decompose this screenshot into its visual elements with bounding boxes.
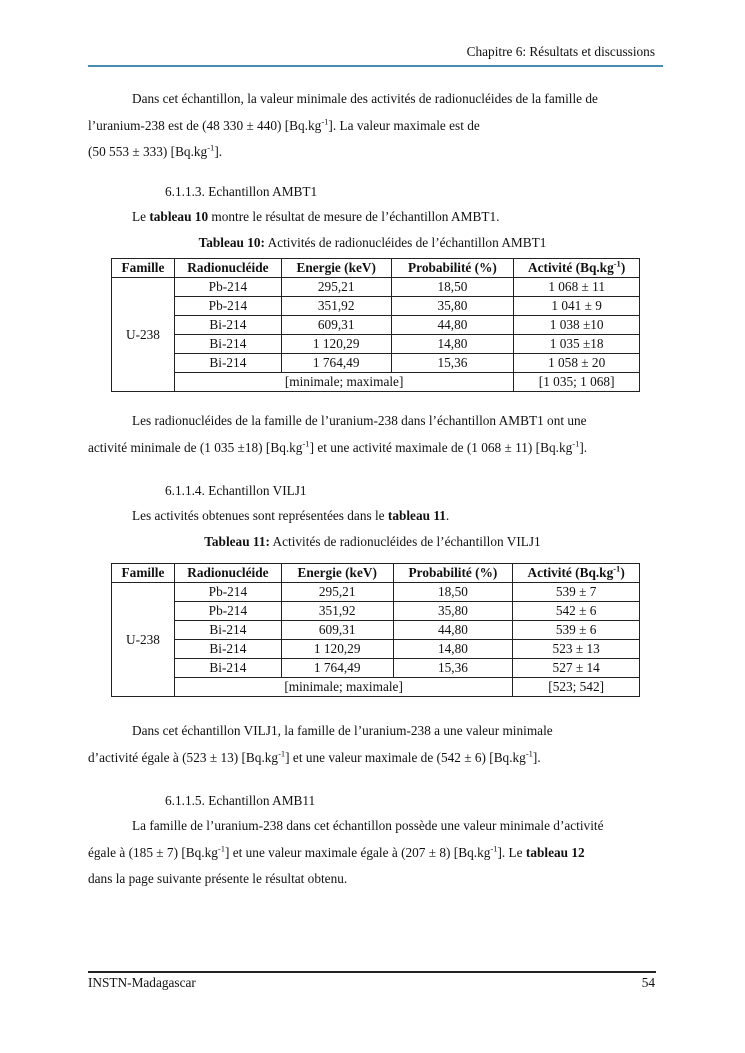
col-header: Probabilité (%) xyxy=(393,564,513,583)
range-label-cell: [minimale; maximale] xyxy=(174,678,512,697)
col-header: Activité $(Bq.kg^{-1})$ xyxy=(514,259,640,278)
paragraph-line: égale à (185 ± 7) $[Bq.kg^{-1}]$ et une valeur maximale égale à (207 ± 8) $[Bq.kg^{-1}]$. Le tableau 12 xyxy=(88,843,585,860)
col-header: Radionucléide xyxy=(174,564,281,583)
section-heading-amb11: 6.1.1.5. Echantillon AMB11 xyxy=(165,793,316,808)
table-cell: 351,92 xyxy=(281,297,391,316)
paragraph-line: La famille de l’uranium-238 dans cet échantillon possède une valeur minimale d’activité xyxy=(132,818,604,833)
table-cell: 1 120,29 xyxy=(281,335,391,354)
paragraph-line: Dans cet échantillon, la valeur minimale des activités de radionucléides de la famille de xyxy=(132,91,598,106)
table-cell: 1 764,49 xyxy=(281,659,393,678)
table-row xyxy=(112,583,640,602)
table-cell: 1 041 ± 9 xyxy=(514,297,640,316)
table-cell: 18,50 xyxy=(391,278,514,297)
col-header: Energie (keV) xyxy=(281,564,393,583)
table-cell: Bi-214 xyxy=(174,621,281,640)
table-cell: 539 ± 7 xyxy=(513,583,640,602)
table-cell: 18,50 xyxy=(393,583,513,602)
family-cell: U-238 xyxy=(112,583,175,697)
paragraph-amb11 xyxy=(88,813,656,893)
table-cell: 1 035 ±18 xyxy=(514,335,640,354)
table-cell: Pb-214 xyxy=(174,602,281,621)
paragraph-line: dans la page suivante présente le résultat obtenu. xyxy=(88,871,348,886)
table-caption: Tableau 11: Activités de radionucléides de l’échantillon VILJ1 xyxy=(204,534,541,549)
table-cell: 14,80 xyxy=(391,335,514,354)
table-cell: 35,80 xyxy=(391,297,514,316)
table-cell: Bi-214 xyxy=(174,335,281,354)
table-row xyxy=(112,297,640,316)
col-header: Famille xyxy=(112,259,175,278)
table-row xyxy=(112,278,640,297)
table-cell: 1 120,29 xyxy=(281,640,393,659)
table-row xyxy=(112,659,640,678)
paragraph-line: Les radionucléides de la famille de l’uranium-238 dans l’échantillon AMBT1 ont une xyxy=(132,413,587,428)
table-cell: 609,31 xyxy=(281,621,393,640)
table-cell: 295,21 xyxy=(281,278,391,297)
table-cell: Bi-214 xyxy=(174,640,281,659)
table-cell: 609,31 xyxy=(281,316,391,335)
table-cell: 14,80 xyxy=(393,640,513,659)
table-row xyxy=(112,354,640,373)
table-cell: 295,21 xyxy=(281,583,393,602)
table-cell: 542 ± 6 xyxy=(513,602,640,621)
section-intro: Les activités obtenues sont représentées dans le tableau 11. xyxy=(132,508,450,523)
col-header: Energie (keV) xyxy=(281,259,391,278)
paragraph-line: l’uranium-238 est de (48 330 ± 440) $[Bq.kg^{-1}]$. La valeur maximale est de xyxy=(88,116,480,133)
table-cell: Pb-214 xyxy=(174,297,281,316)
table-row xyxy=(112,640,640,659)
range-label-cell: [minimale; maximale] xyxy=(174,373,513,392)
table-cell: Bi-214 xyxy=(174,354,281,373)
table-header-row xyxy=(112,259,640,278)
running-header: Chapitre 6: Résultats et discussions xyxy=(466,44,655,59)
paragraph-vilj1 xyxy=(88,718,656,771)
col-header: Radionucléide xyxy=(174,259,281,278)
table-cell: 15,36 xyxy=(391,354,514,373)
table-cell: 1 764,49 xyxy=(281,354,391,373)
table-cell: Pb-214 xyxy=(174,583,281,602)
section-heading-vilj1: 6.1.1.4. Echantillon VILJ1 xyxy=(165,483,307,498)
table-ambt1 xyxy=(111,258,640,392)
table-caption: Tableau 10: Activités de radionucléides de l’échantillon AMBT1 xyxy=(198,235,547,250)
page-number: 54 xyxy=(641,975,655,990)
table-cell: Pb-214 xyxy=(174,278,281,297)
table-cell: Bi-214 xyxy=(174,659,281,678)
paragraph-line: d’activité égale à (523 ± 13) $[Bq.kg^{-1}]$ et une valeur maximale de (542 ± 6) $[Bq.kg^{-1}]$. xyxy=(88,748,541,765)
table-cell: 44,80 xyxy=(391,316,514,335)
col-header: Probabilité (%) xyxy=(391,259,514,278)
table-cell: 351,92 xyxy=(281,602,393,621)
table-vilj1 xyxy=(111,563,640,697)
table-range-row xyxy=(112,678,640,697)
footer-rule xyxy=(88,971,656,973)
paragraph-intro xyxy=(88,86,656,166)
table-header-row xyxy=(112,564,640,583)
table-row xyxy=(112,316,640,335)
range-value-cell: [1 035; 1 068] xyxy=(514,373,640,392)
footer-institution: INSTN-Madagascar xyxy=(88,975,196,990)
header-rule xyxy=(88,65,663,67)
table-range-row xyxy=(112,373,640,392)
paragraph-line: activité minimale de (1 035 ±18) $[Bq.kg^{-1}]$ et une activité maximale de (1 068 ± 11) $[Bq.kg^{-1}]$. xyxy=(88,438,588,455)
table-cell: 1 068 ± 11 xyxy=(514,278,640,297)
table-cell: 523 ± 13 xyxy=(513,640,640,659)
table-cell: 35,80 xyxy=(393,602,513,621)
section-heading-ambt1: 6.1.1.3. Echantillon AMBT1 xyxy=(165,184,318,199)
table-cell: 1 038 ±10 xyxy=(514,316,640,335)
family-cell: U-238 xyxy=(112,278,175,392)
table-cell: 539 ± 6 xyxy=(513,621,640,640)
table-row xyxy=(112,602,640,621)
table-cell: 44,80 xyxy=(393,621,513,640)
section-intro: Le tableau 10 montre le résultat de mesure de l’échantillon AMBT1. xyxy=(132,209,500,224)
table-row xyxy=(112,335,640,354)
paragraph-line: Dans cet échantillon VILJ1, la famille de l’uranium-238 a une valeur minimale xyxy=(132,723,553,738)
col-header: Famille xyxy=(112,564,175,583)
table-row xyxy=(112,621,640,640)
table-cell: 15,36 xyxy=(393,659,513,678)
table-cell: Bi-214 xyxy=(174,316,281,335)
range-value-cell: [523; 542] xyxy=(513,678,640,697)
paragraph-line: (50 553 ± 333) $[Bq.kg^{-1}]$. xyxy=(88,142,223,159)
col-header: Activité $(Bq.kg^{-1})$ xyxy=(513,564,640,583)
table-cell: 1 058 ± 20 xyxy=(514,354,640,373)
table-cell: 527 ± 14 xyxy=(513,659,640,678)
paragraph-ambt1 xyxy=(88,408,656,461)
